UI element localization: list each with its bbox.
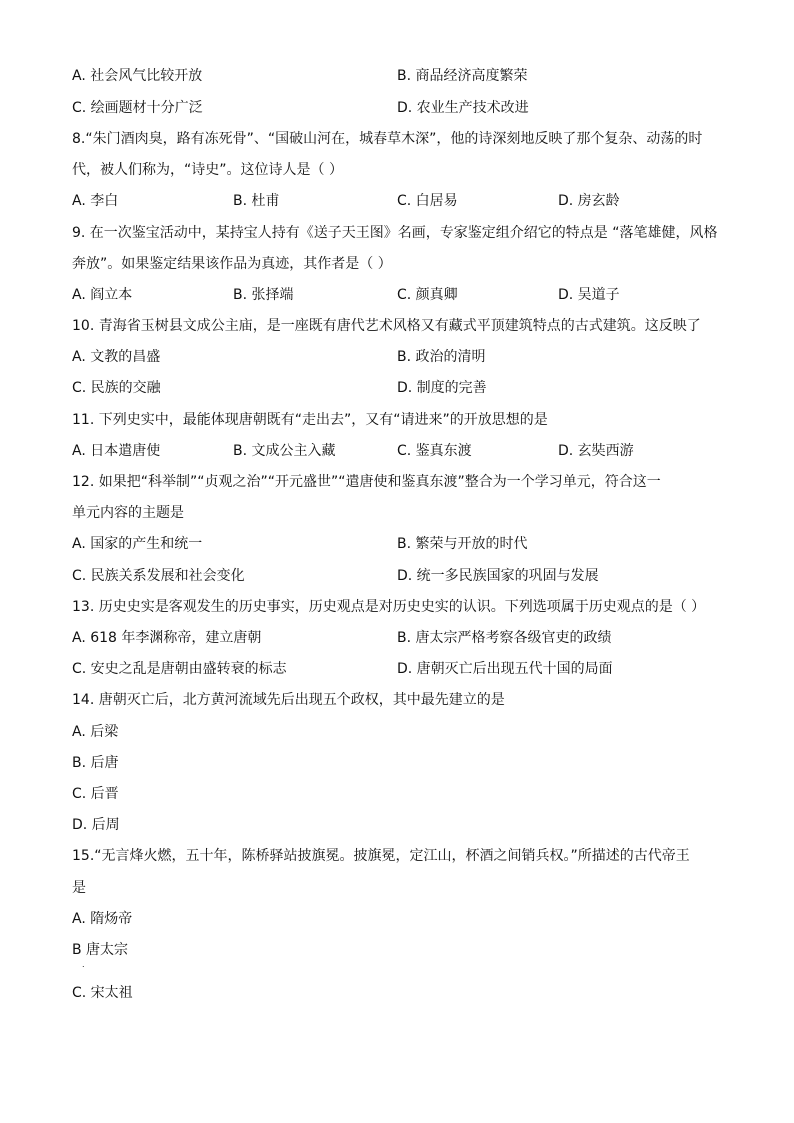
q11-option-a: A. 日本遣唐使 [72, 443, 161, 459]
q12-option-a: A. 国家的产生和统一 [72, 536, 203, 552]
q7-option-c: C. 绘画题材十分广泛 [72, 100, 203, 116]
q10-stem: 10. 青海省玉树县文成公主庙，是一座既有唐代艺术风格又有藏式平顶建筑特点的古式建筑。这反映了 [72, 318, 701, 334]
q13-option-b: B. 唐太宗严格考察各级官吏的政绩 [397, 630, 612, 646]
q12-option-d: D. 统一多民族国家的巩固与发展 [397, 568, 599, 584]
q13-stem: 13. 历史史实是客观发生的历史事实，历史观点是对历史史实的认识。下列选项属于历史观点的是（ ） [72, 599, 706, 615]
q14-option-d: D. 后周 [72, 817, 120, 833]
q14-option-c: C. 后晋 [72, 786, 119, 802]
q14-option-b: B. 后唐 [72, 755, 119, 771]
q9-option-b: B. 张择端 [233, 287, 294, 303]
q8-option-c: C. 白居易 [397, 193, 458, 209]
q8-option-b: B. 杜甫 [233, 193, 280, 209]
q9-option-c: C. 颜真卿 [397, 287, 458, 303]
q12-stem-line2: 单元内容的主题是 [72, 505, 184, 521]
q10-option-c: C. 民族的交融 [72, 380, 161, 396]
q9-stem-line1: 9. 在一次鉴宝活动中，某持宝人持有《送子天王图》名画，专家鉴定组介绍它的特点是 “落笔雄健，风格 [72, 225, 718, 241]
q15-option-a: A. 隋炀帝 [72, 911, 133, 927]
q8-option-a: A. 李白 [72, 193, 119, 209]
q10-option-a: A. 文教的昌盛 [72, 349, 161, 365]
q9-stem-line2: 奔放”。如果鉴定结果该作品为真迹，其作者是（ ） [72, 256, 392, 272]
q11-stem: 11. 下列史实中，最能体现唐朝既有“走出去”，又有“请进来”的开放思想的是 [72, 412, 548, 428]
q7-option-a: A. 社会风气比较开放 [72, 68, 203, 84]
q13-option-c: C. 安史之乱是唐朝由盛转衰的标志 [72, 661, 287, 677]
q7-option-b: B. 商品经济高度繁荣 [397, 68, 528, 84]
q12-option-c: C. 民族关系发展和社会变化 [72, 568, 245, 584]
q12-stem-line1: 12. 如果把“科举制”“贞观之治”“开元盛世”“遣唐使和鉴真东渡”整合为一个学习单元，符合这一 [72, 474, 661, 490]
q8-stem-line1: 8.“朱门酒肉臭，路有冻死骨”、“国破山河在，城春草木深”，他的诗深刻地反映了那个复杂、动荡的时 [72, 131, 703, 147]
q10-option-d: D. 制度的完善 [397, 380, 487, 396]
q15-option-c: C. 宋太祖 [72, 985, 133, 1001]
q9-option-a: A. 阎立本 [72, 287, 133, 303]
q11-option-d: D. 玄奘西游 [558, 443, 634, 459]
q15-option-b: B 唐太宗 [72, 942, 129, 958]
q15-stem-line1: 15.“无言烽火燃，五十年，陈桥驿站披旗冕。披旗冕，定江山，杯酒之间销兵权。”所描述的古代帝王 [72, 848, 690, 864]
q14-stem: 14. 唐朝灭亡后，北方黄河流域先后出现五个政权，其中最先建立的是 [72, 692, 505, 708]
q15-stem-line2: 是 [72, 880, 86, 896]
q8-stem-line2: 代，被人们称为，“诗史”。这位诗人是（ ） [72, 162, 343, 178]
q9-option-d: D. 吴道子 [558, 287, 620, 303]
q10-option-b: B. 政治的清明 [397, 349, 486, 365]
q8-option-d: D. 房玄龄 [558, 193, 620, 209]
q11-option-c: C. 鉴真东渡 [397, 443, 472, 459]
q7-option-d: D. 农业生产技术改进 [397, 100, 529, 116]
q13-option-d: D. 唐朝灭亡后出现五代十国的局面 [397, 661, 613, 677]
stray-dot-mark: . [82, 960, 85, 969]
q11-option-b: B. 文成公主入藏 [233, 443, 336, 459]
q12-option-b: B. 繁荣与开放的时代 [397, 536, 528, 552]
q13-option-a: A. 618 年李渊称帝，建立唐朝 [72, 630, 262, 646]
q14-option-a: A. 后梁 [72, 724, 119, 740]
